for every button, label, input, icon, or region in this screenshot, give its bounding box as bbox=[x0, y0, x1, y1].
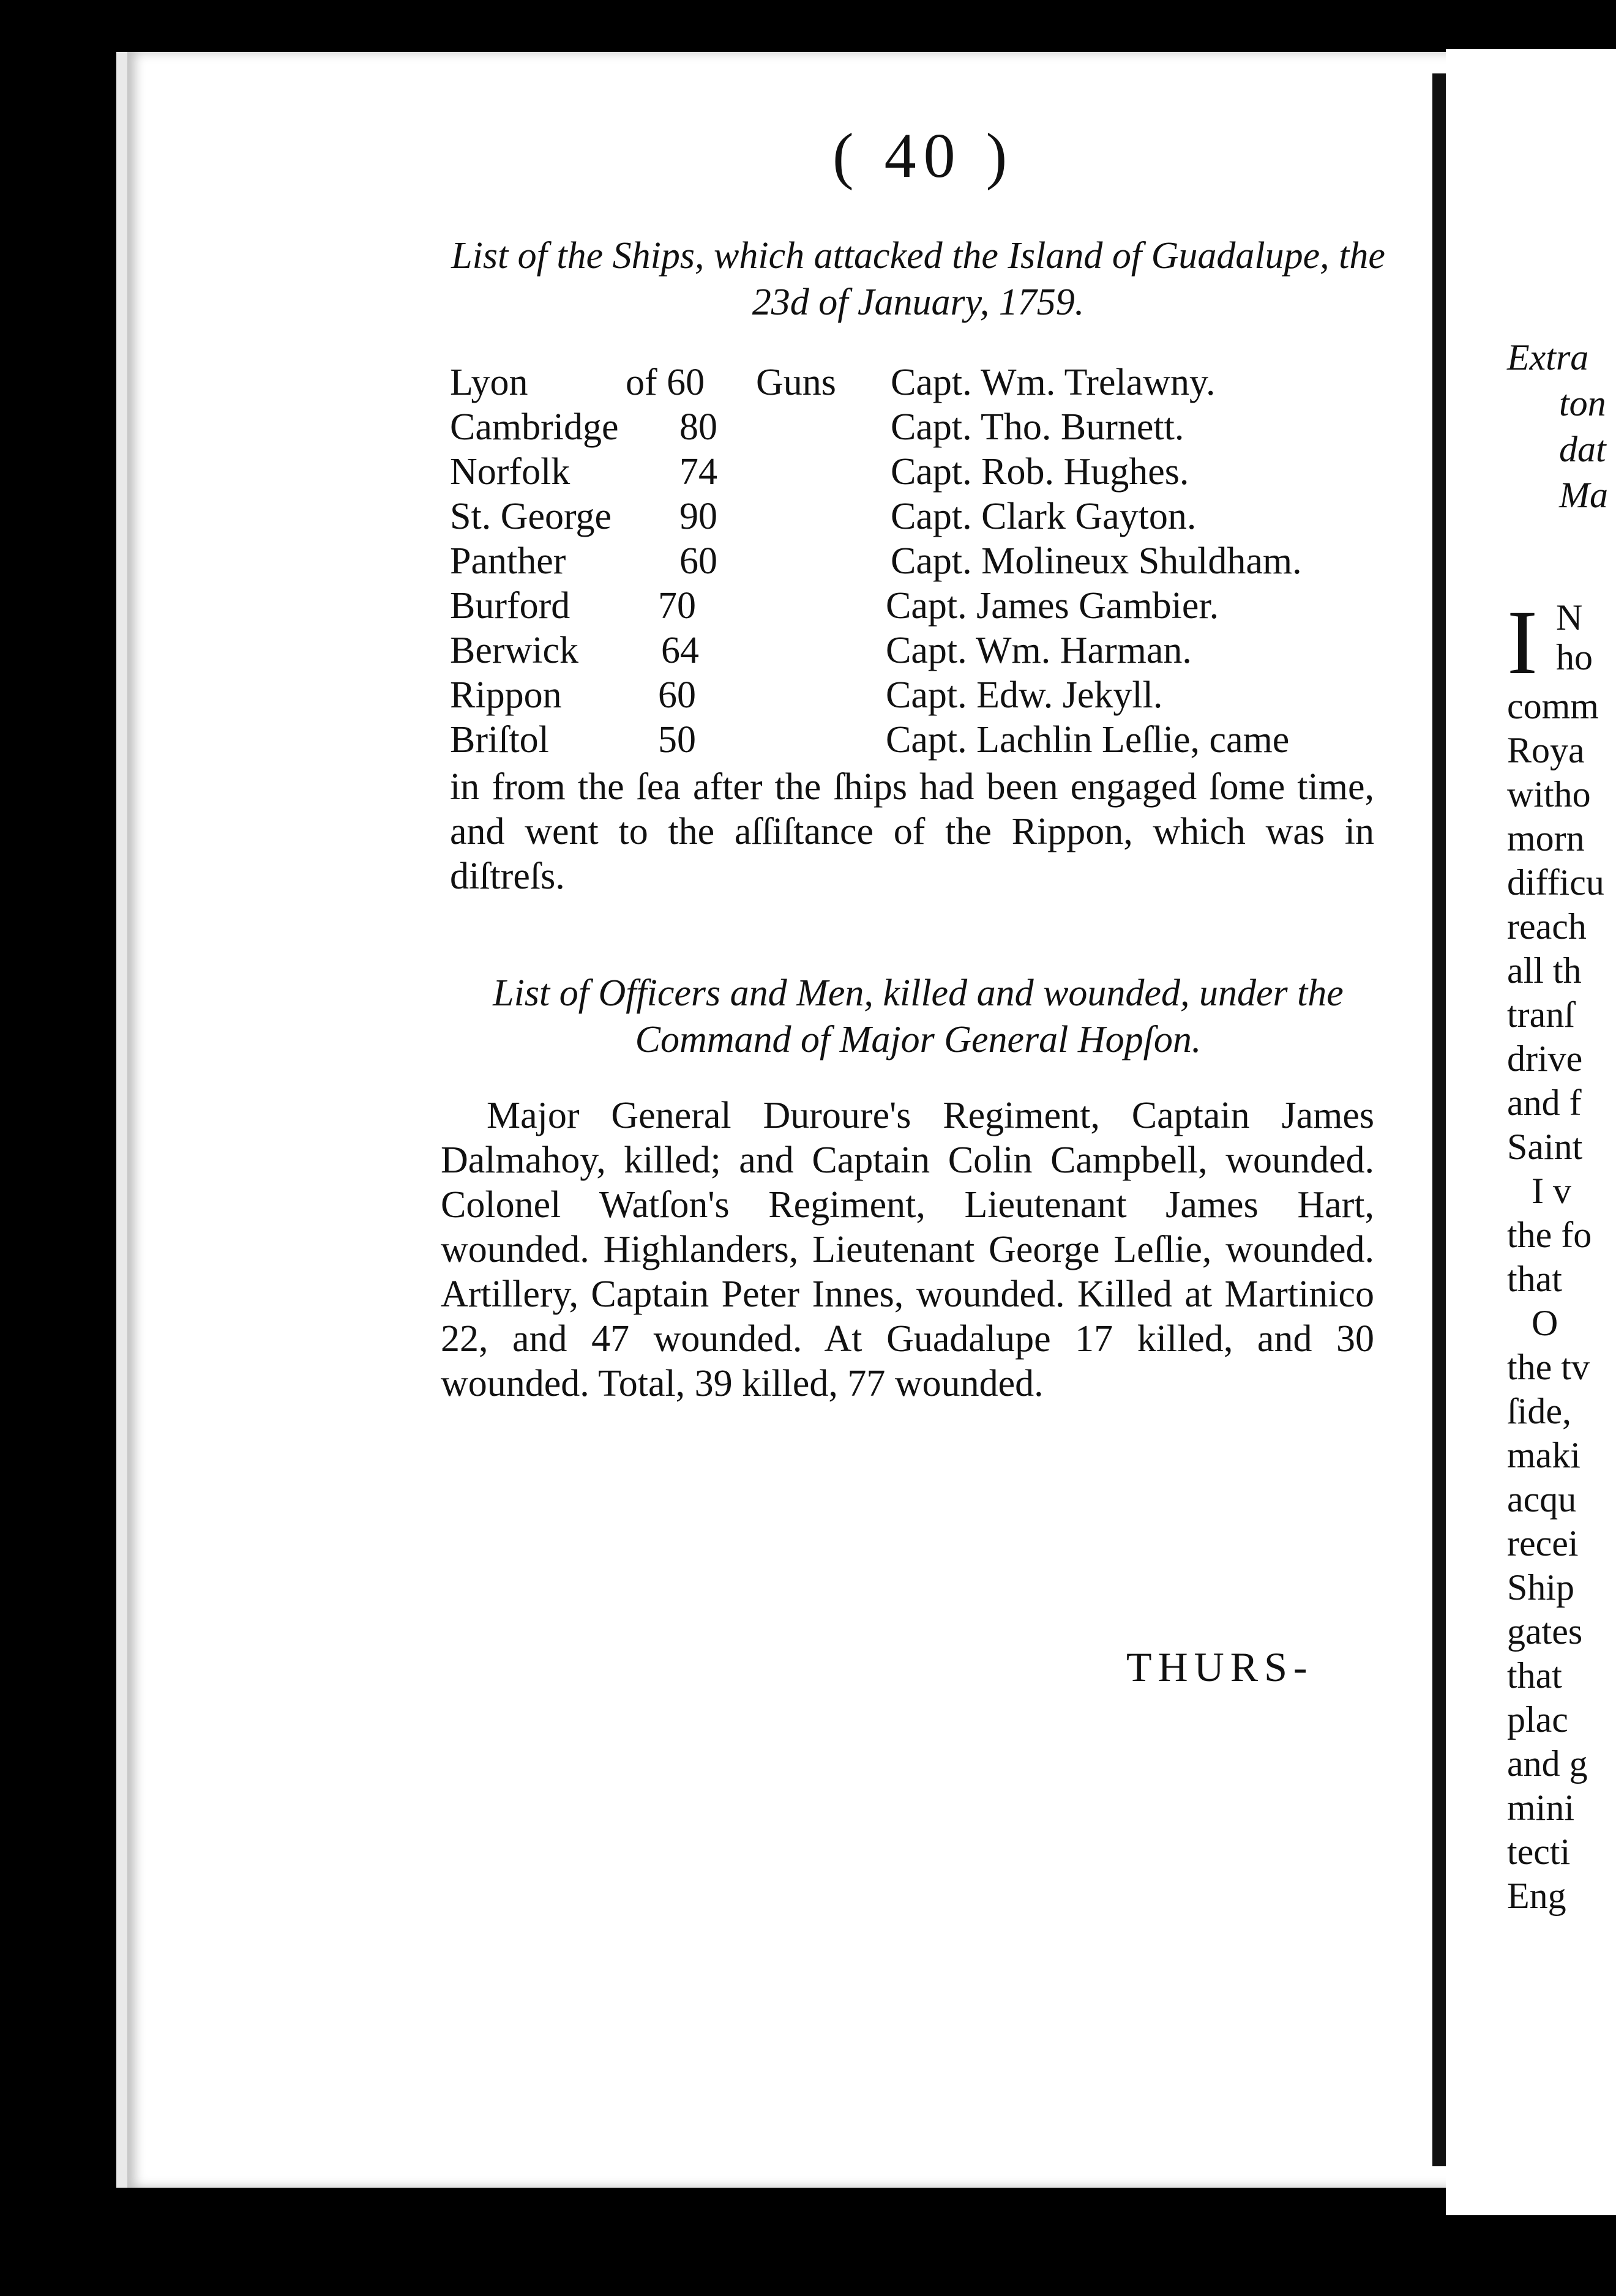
facing-line: and f bbox=[1507, 1083, 1582, 1123]
facing-heading-line: Extra bbox=[1507, 337, 1589, 378]
ship-captain: Capt. Edw. Jekyll. bbox=[886, 674, 1163, 716]
ship-captain: Capt. Lachlin Leſlie, came bbox=[886, 719, 1290, 761]
facing-heading-line: Ma bbox=[1559, 475, 1608, 515]
ship-guns: 60 bbox=[679, 540, 717, 582]
facing-line: O bbox=[1532, 1303, 1558, 1343]
facing-line: comm bbox=[1507, 686, 1599, 726]
facing-line: mini bbox=[1507, 1787, 1575, 1828]
ship-name: St. George bbox=[450, 496, 612, 537]
page-number: ( 40 ) bbox=[832, 121, 1015, 191]
facing-line: reach bbox=[1507, 906, 1587, 947]
ship-captain: Capt. Clark Gayton. bbox=[891, 496, 1197, 537]
ship-captain: Capt. Tho. Burnett. bbox=[891, 406, 1184, 448]
facing-line: Eng bbox=[1507, 1876, 1566, 1916]
facing-line: I v bbox=[1532, 1171, 1571, 1211]
facing-line: Saint bbox=[1507, 1127, 1583, 1167]
facing-line: and g bbox=[1507, 1743, 1588, 1784]
ship-guns: 70 bbox=[658, 585, 696, 627]
facing-line: the tv bbox=[1507, 1347, 1590, 1387]
facing-line: recei bbox=[1507, 1523, 1579, 1564]
facing-line: ho bbox=[1556, 637, 1593, 677]
ship-guns: 80 bbox=[679, 406, 717, 448]
facing-line: witho bbox=[1507, 774, 1591, 814]
ship-captain: Capt. James Gambier. bbox=[886, 585, 1219, 627]
officers-list-heading: List of Officers and Men, killed and wounded, under the Command of Major General Hopſon. bbox=[493, 972, 1344, 1060]
ship-captain: Capt. Rob. Hughes. bbox=[891, 451, 1189, 493]
facing-drop-cap: I bbox=[1507, 592, 1538, 693]
facing-line: acqu bbox=[1507, 1479, 1577, 1519]
facing-line: tranſ bbox=[1507, 994, 1574, 1035]
ship-guns: of 60 bbox=[626, 362, 705, 403]
facing-line: Ship bbox=[1507, 1567, 1575, 1608]
facing-line: the fo bbox=[1507, 1215, 1592, 1255]
ship-guns: 90 bbox=[679, 496, 717, 537]
facing-line: difficu bbox=[1507, 862, 1604, 903]
facing-line: Roya bbox=[1507, 730, 1585, 770]
ship-name: Berwick bbox=[450, 630, 579, 671]
facing-line: ſide, bbox=[1507, 1391, 1571, 1431]
ship-name: Panther bbox=[450, 540, 566, 582]
ship-name: Briſtol bbox=[450, 719, 549, 761]
ship-guns: 60 bbox=[658, 674, 696, 716]
page-gutter bbox=[1432, 73, 1446, 2166]
ship-guns: 50 bbox=[658, 719, 696, 761]
ship-captain: Capt. Molineux Shuldham. bbox=[891, 540, 1302, 582]
ship-captain: Capt. Wm. Harman. bbox=[886, 630, 1192, 671]
facing-line: tecti bbox=[1507, 1832, 1571, 1872]
ship-guns: 64 bbox=[661, 630, 699, 671]
ship-name: Cambridge bbox=[450, 406, 619, 448]
ship-guns-unit: Guns bbox=[756, 362, 836, 403]
casualties-paragraph: Major General Duroure's Regiment, Captain James Dalmahoy, killed; and Captain Colin Campbell, wounded. Colonel Watſon's Regiment, Lieutenant James Hart, wounded. Highlanders, Lieutenant George Leſlie, wounded. Artillery, Captain Peter Innes, wounded. Killed at Martinico 22, and 47 wounded. At Guadalupe 17 killed, and 30 wounded. Total, 39 killed, 77 wounded. bbox=[441, 1095, 1374, 1404]
ship-name: Burford bbox=[450, 585, 570, 627]
facing-heading-line: ton bbox=[1559, 383, 1606, 423]
facing-line: all th bbox=[1507, 950, 1582, 991]
facing-line: N bbox=[1556, 597, 1583, 638]
facing-heading-line: dat bbox=[1559, 429, 1606, 469]
catchword: THURS- bbox=[1126, 1644, 1314, 1690]
facing-line: maki bbox=[1507, 1435, 1580, 1475]
facing-line: drive bbox=[1507, 1038, 1583, 1079]
ship-name: Norfolk bbox=[450, 451, 570, 493]
ship-captain: Capt. Wm. Trelawny. bbox=[891, 362, 1216, 403]
facing-page-fragment bbox=[1446, 49, 1616, 2215]
bristol-note: in from the ſea after the ſhips had been engaged ſome time, and went to the aſſiſtance of the Rippon, which was in diſtreſs. bbox=[450, 766, 1374, 897]
ship-guns: 74 bbox=[679, 451, 717, 493]
facing-line: morn bbox=[1507, 818, 1585, 859]
ship-name: Rippon bbox=[450, 674, 562, 716]
ships-list-heading: List of the Ships, which attacked the Island of Guadalupe, the 23d of January, 1759. bbox=[451, 235, 1385, 323]
ship-name: Lyon bbox=[450, 362, 528, 403]
facing-line: that bbox=[1507, 1259, 1562, 1299]
facing-line: that bbox=[1507, 1655, 1562, 1696]
facing-line: gates bbox=[1507, 1611, 1583, 1652]
facing-line: plac bbox=[1507, 1699, 1568, 1740]
